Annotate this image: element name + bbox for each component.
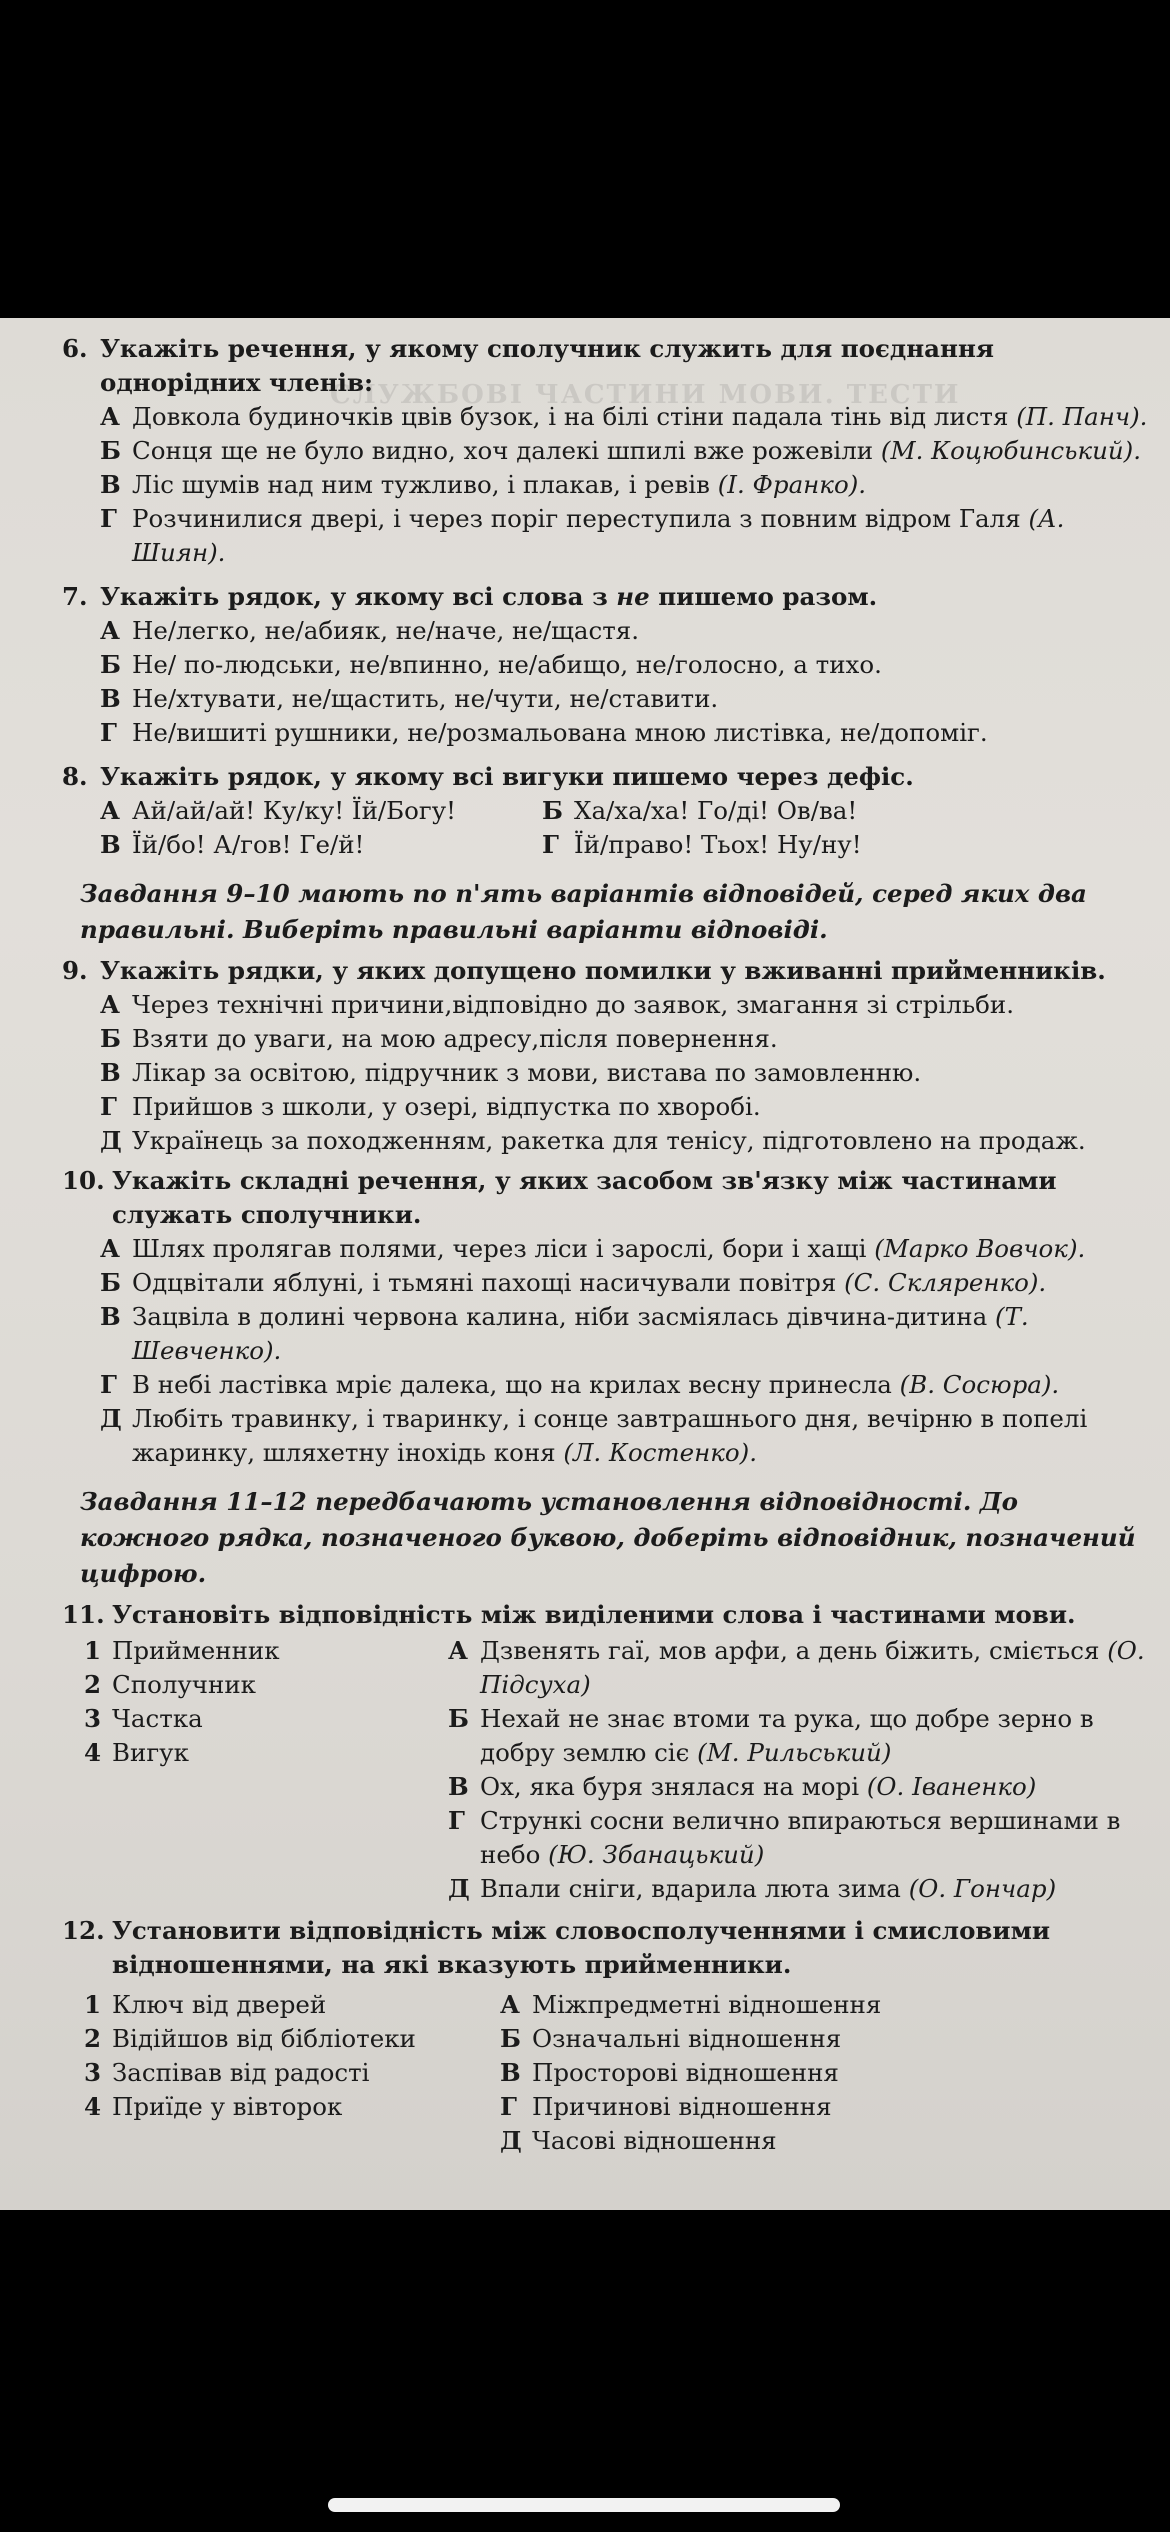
- right-item: [500, 2090, 1152, 2124]
- task-9-option-b: [62, 1022, 1152, 1056]
- option-letter: Г: [542, 830, 559, 859]
- option-letter: Г: [100, 718, 117, 747]
- item-number: 3: [84, 1704, 102, 1733]
- item-text: Ох, яка буря знялася на морі: [480, 1772, 860, 1801]
- option-text: В небі ластівка мріє далека, що на крилах весну принесла: [132, 1370, 892, 1399]
- task-11-right-column: [448, 1634, 1152, 1906]
- item-text: Стрункі сосни велично впираються вершинами в небо: [480, 1806, 1121, 1869]
- task-text: Укажіть складні речення, у яких засобом зв'язку між частинами служать сполучники.: [112, 1166, 1057, 1229]
- option-text: Ліс шумів над ним тужливо, і плакав, і ревів: [132, 470, 710, 499]
- task-number: 11.: [62, 1600, 105, 1629]
- option-text: Ха/ха/ха! Го/ді! Ов/ва!: [574, 796, 858, 825]
- task-9-option-v: [62, 1056, 1152, 1090]
- task-12-left-column: [84, 1988, 464, 2158]
- task-12-question: [62, 1914, 1152, 1982]
- item-author: (О. Підсуха): [480, 1636, 1145, 1699]
- option-text: Ай/ай/ай! Ку/ку! Їй/Богу!: [132, 796, 457, 825]
- item-letter: Б: [448, 1704, 469, 1733]
- option-author: (С. Скляренко).: [844, 1268, 1047, 1297]
- option-letter: Д: [100, 1126, 122, 1155]
- option-letter: Б: [100, 1268, 121, 1297]
- option-text: Розчинилися двері, і через поріг переступила з повним відром Галя: [132, 504, 1021, 533]
- right-item: [448, 1770, 1152, 1804]
- option-text: Любіть травинку, і тваринку, і сонце завтрашнього дня, вечірню в попелі жаринку, шляхетну інохідь коня: [132, 1404, 1088, 1467]
- option-text: Лікар за освітою, підручник з мови, вистава по замовленню.: [132, 1058, 922, 1087]
- right-item: [448, 1872, 1152, 1906]
- option-letter: В: [100, 470, 121, 499]
- option-letter: Г: [100, 1092, 117, 1121]
- task-text-emphasis: не: [616, 582, 650, 611]
- right-item: [448, 1702, 1152, 1770]
- task-number: 7.: [62, 582, 88, 611]
- item-author: (О. Гончар): [908, 1874, 1057, 1903]
- option-author: (А. Шиян).: [132, 504, 1065, 567]
- option-author: (М. Коцюбинський).: [880, 436, 1141, 465]
- left-item: [84, 1988, 464, 2022]
- task-6-option-b: [62, 434, 1152, 468]
- item-text: Нехай не знає втоми та рука, що добре зерно в добру землю сіє: [480, 1704, 1094, 1767]
- option-text: Одцвітали яблуні, і тьмяні пахощі насичували повітря: [132, 1268, 837, 1297]
- task-7-question: [62, 580, 1152, 614]
- option-text: Взяти до уваги, на мою адресу,після повернення.: [132, 1024, 778, 1053]
- task-8-option-g: [542, 828, 862, 862]
- task-6-option-a: [62, 400, 1152, 434]
- item-text: Ключ від дверей: [112, 1990, 327, 2019]
- task-10-question: [62, 1164, 1152, 1232]
- item-number: 2: [84, 1670, 102, 1699]
- option-letter: В: [100, 1058, 121, 1087]
- left-item: [84, 1634, 464, 1668]
- option-letter: Б: [542, 796, 563, 825]
- task-7-option-a: [62, 614, 1152, 648]
- task-8-option-b: [542, 794, 857, 828]
- task-9-question: [62, 954, 1152, 988]
- item-number: 2: [84, 2024, 102, 2053]
- right-item: [500, 1988, 1152, 2022]
- instruction-9-10: Завдання 9–10 мають по п'ять варіантів відповідей, серед яких два правильні. Виберіть правильні варіанти відповіді.: [80, 879, 1087, 944]
- item-author: (Ю. Збанацький): [548, 1840, 765, 1869]
- option-letter: В: [100, 684, 121, 713]
- item-text: Прийменник: [112, 1636, 280, 1665]
- item-author: (О. Іваненко): [866, 1772, 1037, 1801]
- option-text: Довкола будиночків цвів бузок, і на білі стіни падала тінь від листя: [132, 402, 1009, 431]
- task-8-options-row-2: [62, 828, 1152, 862]
- task-7-option-v: [62, 682, 1152, 716]
- option-letter: Г: [100, 504, 117, 533]
- item-text: Впали сніги, вдарила люта зима: [480, 1874, 901, 1903]
- task-9-option-d: [62, 1124, 1152, 1158]
- left-item: [84, 1702, 464, 1736]
- option-letter: А: [100, 402, 120, 431]
- task-6-option-g: [62, 502, 1152, 570]
- task-10-option-g: [62, 1368, 1152, 1402]
- home-indicator[interactable]: [328, 2498, 840, 2512]
- item-text: Дзвенять гаї, мов арфи, а день біжить, сміється: [480, 1636, 1100, 1665]
- task-6-option-v: [62, 468, 1152, 502]
- item-letter: А: [500, 1990, 520, 2019]
- task-10-option-b: [62, 1266, 1152, 1300]
- task-8-options-row-1: [62, 794, 1152, 828]
- task-11-left-column: [84, 1634, 464, 1906]
- task-text: Укажіть рядок, у якому всі слова з: [100, 582, 608, 611]
- left-item: [84, 1668, 464, 1702]
- left-item: [84, 2090, 464, 2124]
- item-letter: В: [448, 1772, 469, 1801]
- task-7-option-g: [62, 716, 1152, 750]
- item-text: Причинові відношення: [532, 2092, 832, 2121]
- task-text: пишемо разом.: [658, 582, 878, 611]
- option-text: Не/вишиті рушники, не/розмальована мною листівка, не/допоміг.: [132, 718, 988, 747]
- task-text: Установіть відповідність між виділеними слова і частинами мови.: [112, 1600, 1076, 1629]
- task-number: 6.: [62, 334, 88, 363]
- option-letter: В: [100, 1302, 121, 1331]
- option-letter: А: [100, 796, 120, 825]
- item-number: 4: [84, 2092, 102, 2121]
- task-number: 8.: [62, 762, 88, 791]
- item-text: Частка: [112, 1704, 203, 1733]
- option-text: Не/легко, не/абияк, не/наче, не/щастя.: [132, 616, 640, 645]
- item-letter: Д: [448, 1874, 470, 1903]
- task-9-option-g: [62, 1090, 1152, 1124]
- item-letter: А: [448, 1636, 468, 1665]
- task-12-right-column: [500, 1988, 1152, 2158]
- item-text: Заспівав від радості: [112, 2058, 370, 2087]
- option-author: (П. Панч).: [1016, 402, 1148, 431]
- task-8-option-v: [62, 828, 542, 862]
- item-text: Означальні відношення: [532, 2024, 842, 2053]
- task-number: 10.: [62, 1166, 105, 1195]
- option-author: (Л. Костенко).: [563, 1438, 758, 1467]
- task-10-option-a: [62, 1232, 1152, 1266]
- option-text: Через технічні причини,відповідно до заявок, змагання зі стрільби.: [132, 990, 1015, 1019]
- photo-of-textbook-page: [0, 318, 1170, 2210]
- option-text: Їй/право! Тьох! Ну/ну!: [574, 830, 862, 859]
- item-number: 1: [84, 1990, 102, 2019]
- task-8-option-a: [62, 794, 542, 828]
- item-text: Приїде у вівторок: [112, 2092, 343, 2121]
- option-letter: Б: [100, 650, 121, 679]
- option-letter: Д: [100, 1404, 122, 1433]
- bleed-through-text: СЛУЖБОВІ ЧАСТИНИ МОВИ. ТЕСТИ: [330, 380, 961, 410]
- option-letter: А: [100, 1234, 120, 1263]
- task-8-question: [62, 760, 1152, 794]
- textbook-page: [62, 326, 1152, 2158]
- item-text: Відійшов від бібліотеки: [112, 2024, 416, 2053]
- right-item: [500, 2056, 1152, 2090]
- option-text: Зацвіла в долині червона калина, ніби засміялась дівчина-дитина: [132, 1302, 988, 1331]
- item-text: Просторові відношення: [532, 2058, 839, 2087]
- task-6-question: [62, 332, 1152, 400]
- option-author: (В. Сосюра).: [899, 1370, 1060, 1399]
- task-text: Укажіть рядок, у якому всі вигуки пишемо через дефіс.: [100, 762, 914, 791]
- right-item: [448, 1804, 1152, 1872]
- item-author: (М. Рильський): [697, 1738, 892, 1767]
- task-number: 12.: [62, 1916, 105, 1945]
- task-12-matching: [62, 1988, 1152, 2158]
- item-letter: Г: [448, 1806, 465, 1835]
- item-letter: Д: [500, 2126, 522, 2155]
- left-item: [84, 2056, 464, 2090]
- option-text: Їй/бо! А/гов! Ге/й!: [132, 830, 365, 859]
- right-item: [500, 2124, 1152, 2158]
- task-11-matching: [62, 1634, 1152, 1906]
- task-9-option-a: [62, 988, 1152, 1022]
- option-text: Сонця ще не було видно, хоч далекі шпилі вже рожевіли: [132, 436, 874, 465]
- option-letter: Г: [100, 1370, 117, 1399]
- option-text: Прийшов з школи, у озері, відпустка по хворобі.: [132, 1092, 761, 1121]
- task-11-question: [62, 1598, 1152, 1632]
- instruction-11-12: Завдання 11–12 передбачають установлення відповідності. До кожного рядка, позначеного буквою, доберіть відповідник, позначений цифрою.: [80, 1487, 1136, 1588]
- task-text: Установити відповідність між словосполученнями і смисловими відношеннями, на які вказують прийменники.: [112, 1916, 1051, 1979]
- option-letter: А: [100, 990, 120, 1019]
- item-number: 1: [84, 1636, 102, 1665]
- option-author: (Марко Вовчок).: [874, 1234, 1086, 1263]
- option-author: (І. Франко).: [717, 470, 867, 499]
- option-letter: Б: [100, 1024, 121, 1053]
- item-letter: Б: [500, 2024, 521, 2053]
- item-number: 4: [84, 1738, 102, 1767]
- item-number: 3: [84, 2058, 102, 2087]
- task-text: Укажіть речення, у якому сполучник служить для поєднання однорідних членів:: [100, 334, 994, 397]
- task-10-option-d: [62, 1402, 1152, 1470]
- item-letter: Г: [500, 2092, 517, 2121]
- option-text: Не/ по-людськи, не/впинно, не/абищо, не/голосно, а тихо.: [132, 650, 882, 679]
- task-number: 9.: [62, 956, 88, 985]
- option-letter: Б: [100, 436, 121, 465]
- option-letter: А: [100, 616, 120, 645]
- option-author: (Т. Шевченко).: [132, 1302, 1029, 1365]
- right-item: [500, 2022, 1152, 2056]
- left-item: [84, 1736, 464, 1770]
- left-item: [84, 2022, 464, 2056]
- item-text: Часові відношення: [532, 2126, 777, 2155]
- option-text: Шлях пролягав полями, через ліси і зарослі, бори і хащі: [132, 1234, 867, 1263]
- item-text: Сполучник: [112, 1670, 256, 1699]
- task-7-option-b: [62, 648, 1152, 682]
- option-text: Не/хтувати, не/щастить, не/чути, не/ставити.: [132, 684, 719, 713]
- task-text: Укажіть рядки, у яких допущено помилки у вживанні прийменників.: [100, 956, 1106, 985]
- item-text: Міжпредметні відношення: [532, 1990, 882, 2019]
- item-text: Вигук: [112, 1738, 189, 1767]
- option-letter: В: [100, 830, 121, 859]
- task-10-option-v: [62, 1300, 1152, 1368]
- right-item: [448, 1634, 1152, 1702]
- item-letter: В: [500, 2058, 521, 2087]
- option-text: Українець за походженням, ракетка для тенісу, підготовлено на продаж.: [132, 1126, 1086, 1155]
